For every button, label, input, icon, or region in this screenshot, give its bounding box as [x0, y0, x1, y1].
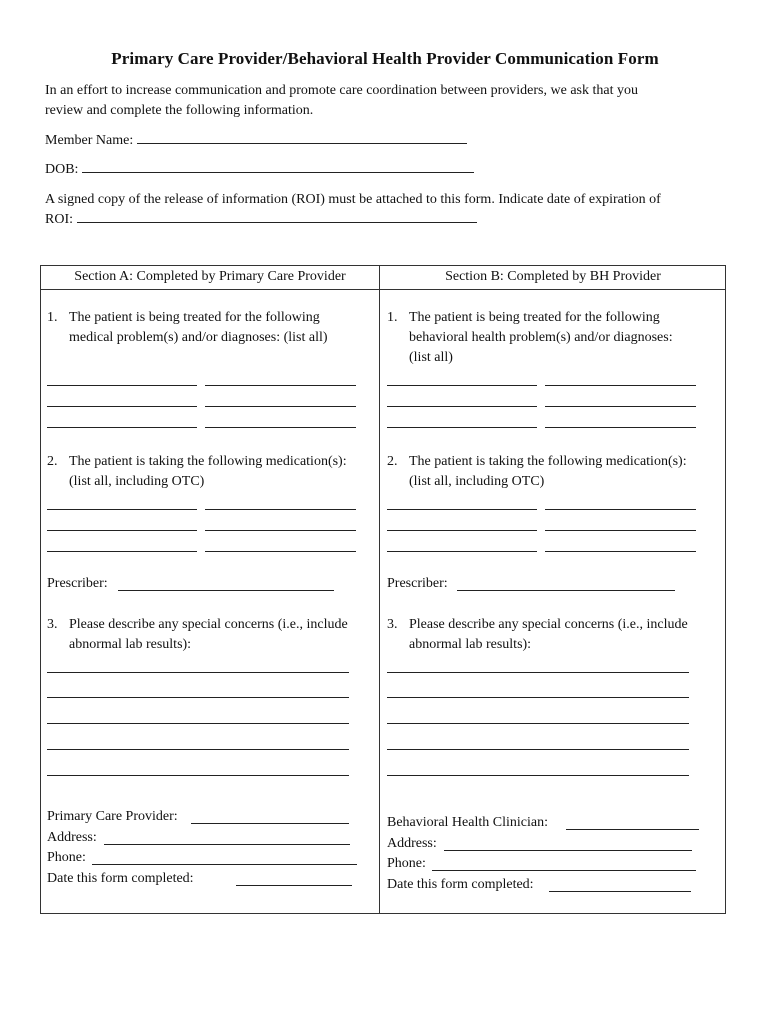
section-b-q1-line-2: behavioral health problem(s) and/or diagnoses: [409, 330, 673, 345]
form-title: Primary Care Provider/Behavioral Health Provider Communication Form [111, 49, 659, 68]
section-a-provider-field[interactable] [191, 823, 349, 824]
communication-table [40, 265, 726, 914]
roi-expiration-field[interactable] [77, 210, 477, 223]
section-a-date-label: Date this form completed: [47, 871, 194, 886]
section-a-phone-field[interactable] [92, 864, 357, 865]
roi-label: ROI: [45, 212, 73, 227]
section-b-concerns-field-1[interactable] [387, 672, 689, 673]
section-b-q1-text [409, 308, 673, 368]
section-b-medication-field-6[interactable] [545, 551, 696, 552]
section-a-concerns-field-2[interactable] [47, 697, 349, 698]
section-b-phone-field[interactable] [432, 870, 696, 871]
dob-field[interactable] [82, 160, 474, 173]
section-b-q3-text [409, 615, 688, 655]
intro-line-2: review and complete the following information. [45, 103, 314, 118]
section-a-concerns-field-5[interactable] [47, 775, 349, 776]
section-a-q2-text [69, 452, 347, 492]
section-a-medication-field-4[interactable] [205, 530, 356, 531]
section-a-q3-line-1: Please describe any special concerns (i.e., include [69, 617, 348, 632]
section-b-medication-field-4[interactable] [545, 530, 696, 531]
section-a-prescriber-label: Prescriber: [47, 576, 108, 591]
section-b-q2-line-2: (list all, including OTC) [409, 474, 545, 489]
section-b-header: Section B: Completed by BH Provider [445, 269, 661, 284]
dob-row [45, 160, 474, 180]
section-b-concerns-field-5[interactable] [387, 775, 689, 776]
section-b-medication-field-2[interactable] [545, 509, 696, 510]
section-a-diagnosis-field-5[interactable] [47, 427, 197, 428]
section-b-q3-line-1: Please describe any special concerns (i.e., include [409, 617, 688, 632]
section-a-concerns-field-3[interactable] [47, 723, 349, 724]
section-a-prescriber-field[interactable] [118, 590, 334, 591]
section-b-diagnosis-field-4[interactable] [545, 406, 696, 407]
section-a-address-field[interactable] [104, 844, 350, 845]
section-b-address-field[interactable] [444, 850, 692, 851]
section-b-phone-label: Phone: [387, 856, 426, 871]
section-b-diagnosis-field-2[interactable] [545, 385, 696, 386]
section-a-phone-label: Phone: [47, 850, 86, 865]
section-a-provider-label: Primary Care Provider: [47, 809, 178, 824]
section-b-clinician-field[interactable] [566, 829, 699, 830]
section-b-q1-line-3: (list all) [409, 350, 453, 365]
section-b-medication-field-3[interactable] [387, 530, 537, 531]
section-a-medication-field-6[interactable] [205, 551, 356, 552]
column-divider [379, 266, 380, 913]
section-b-diagnosis-field-3[interactable] [387, 406, 537, 407]
section-b-prescriber-label: Prescriber: [387, 576, 448, 591]
section-b-q3-number: 3. [387, 617, 398, 632]
header-divider [41, 289, 725, 290]
section-b-diagnosis-field-6[interactable] [545, 427, 696, 428]
member-name-field[interactable] [137, 131, 467, 144]
section-a-q2-line-1: The patient is taking the following medication(s): [69, 454, 347, 469]
section-b-concerns-field-4[interactable] [387, 749, 689, 750]
section-b-date-field[interactable] [549, 891, 691, 892]
intro-paragraph [45, 81, 638, 121]
roi-line-1: A signed copy of the release of information (ROI) must be attached to this form. Indicate date of expiration of [45, 192, 661, 207]
section-a-medication-field-3[interactable] [47, 530, 197, 531]
section-b-concerns-field-2[interactable] [387, 697, 689, 698]
section-a-concerns-field-4[interactable] [47, 749, 349, 750]
section-a-q2-line-2: (list all, including OTC) [69, 474, 205, 489]
section-a-diagnosis-field-1[interactable] [47, 385, 197, 386]
member-name-label: Member Name: [45, 133, 134, 148]
dob-label: DOB: [45, 162, 79, 177]
section-a-concerns-field-1[interactable] [47, 672, 349, 673]
section-a-medication-field-1[interactable] [47, 509, 197, 510]
section-b-q2-number: 2. [387, 454, 398, 469]
section-b-medication-field-1[interactable] [387, 509, 537, 510]
section-a-diagnosis-field-4[interactable] [205, 406, 356, 407]
section-a-date-field[interactable] [236, 885, 352, 886]
section-b-diagnosis-field-5[interactable] [387, 427, 537, 428]
section-a-q3-text [69, 615, 348, 655]
section-b-date-label: Date this form completed: [387, 877, 534, 892]
section-a-q3-line-2: abnormal lab results): [69, 637, 192, 652]
section-b-clinician-label: Behavioral Health Clinician: [387, 815, 548, 830]
section-a-q1-number: 1. [47, 310, 58, 325]
section-a-medication-field-5[interactable] [47, 551, 197, 552]
section-a-q2-number: 2. [47, 454, 58, 469]
section-a-q1-line-2: medical problem(s) and/or diagnoses: (list all) [69, 330, 328, 345]
section-a-medication-field-2[interactable] [205, 509, 356, 510]
section-a-diagnosis-field-2[interactable] [205, 385, 356, 386]
section-b-q3-line-2: abnormal lab results): [409, 637, 532, 652]
section-a-q3-number: 3. [47, 617, 58, 632]
section-a-header: Section A: Completed by Primary Care Provider [74, 269, 346, 284]
section-a-diagnosis-field-6[interactable] [205, 427, 356, 428]
roi-paragraph [45, 190, 661, 230]
section-b-concerns-field-3[interactable] [387, 723, 689, 724]
section-b-q1-number: 1. [387, 310, 398, 325]
member-name-row [45, 131, 467, 151]
section-b-diagnosis-field-1[interactable] [387, 385, 537, 386]
section-a-q1-line-1: The patient is being treated for the following [69, 310, 320, 325]
section-b-address-label: Address: [387, 836, 437, 851]
section-b-q1-line-1: The patient is being treated for the following [409, 310, 660, 325]
section-b-q2-line-1: The patient is taking the following medication(s): [409, 454, 687, 469]
section-a-q1-text [69, 308, 328, 348]
section-b-q2-text [409, 452, 687, 492]
section-b-medication-field-5[interactable] [387, 551, 537, 552]
section-b-prescriber-field[interactable] [457, 590, 675, 591]
section-a-diagnosis-field-3[interactable] [47, 406, 197, 407]
intro-line-1: In an effort to increase communication and promote care coordination between providers, we ask that you [45, 83, 638, 98]
section-a-address-label: Address: [47, 830, 97, 845]
